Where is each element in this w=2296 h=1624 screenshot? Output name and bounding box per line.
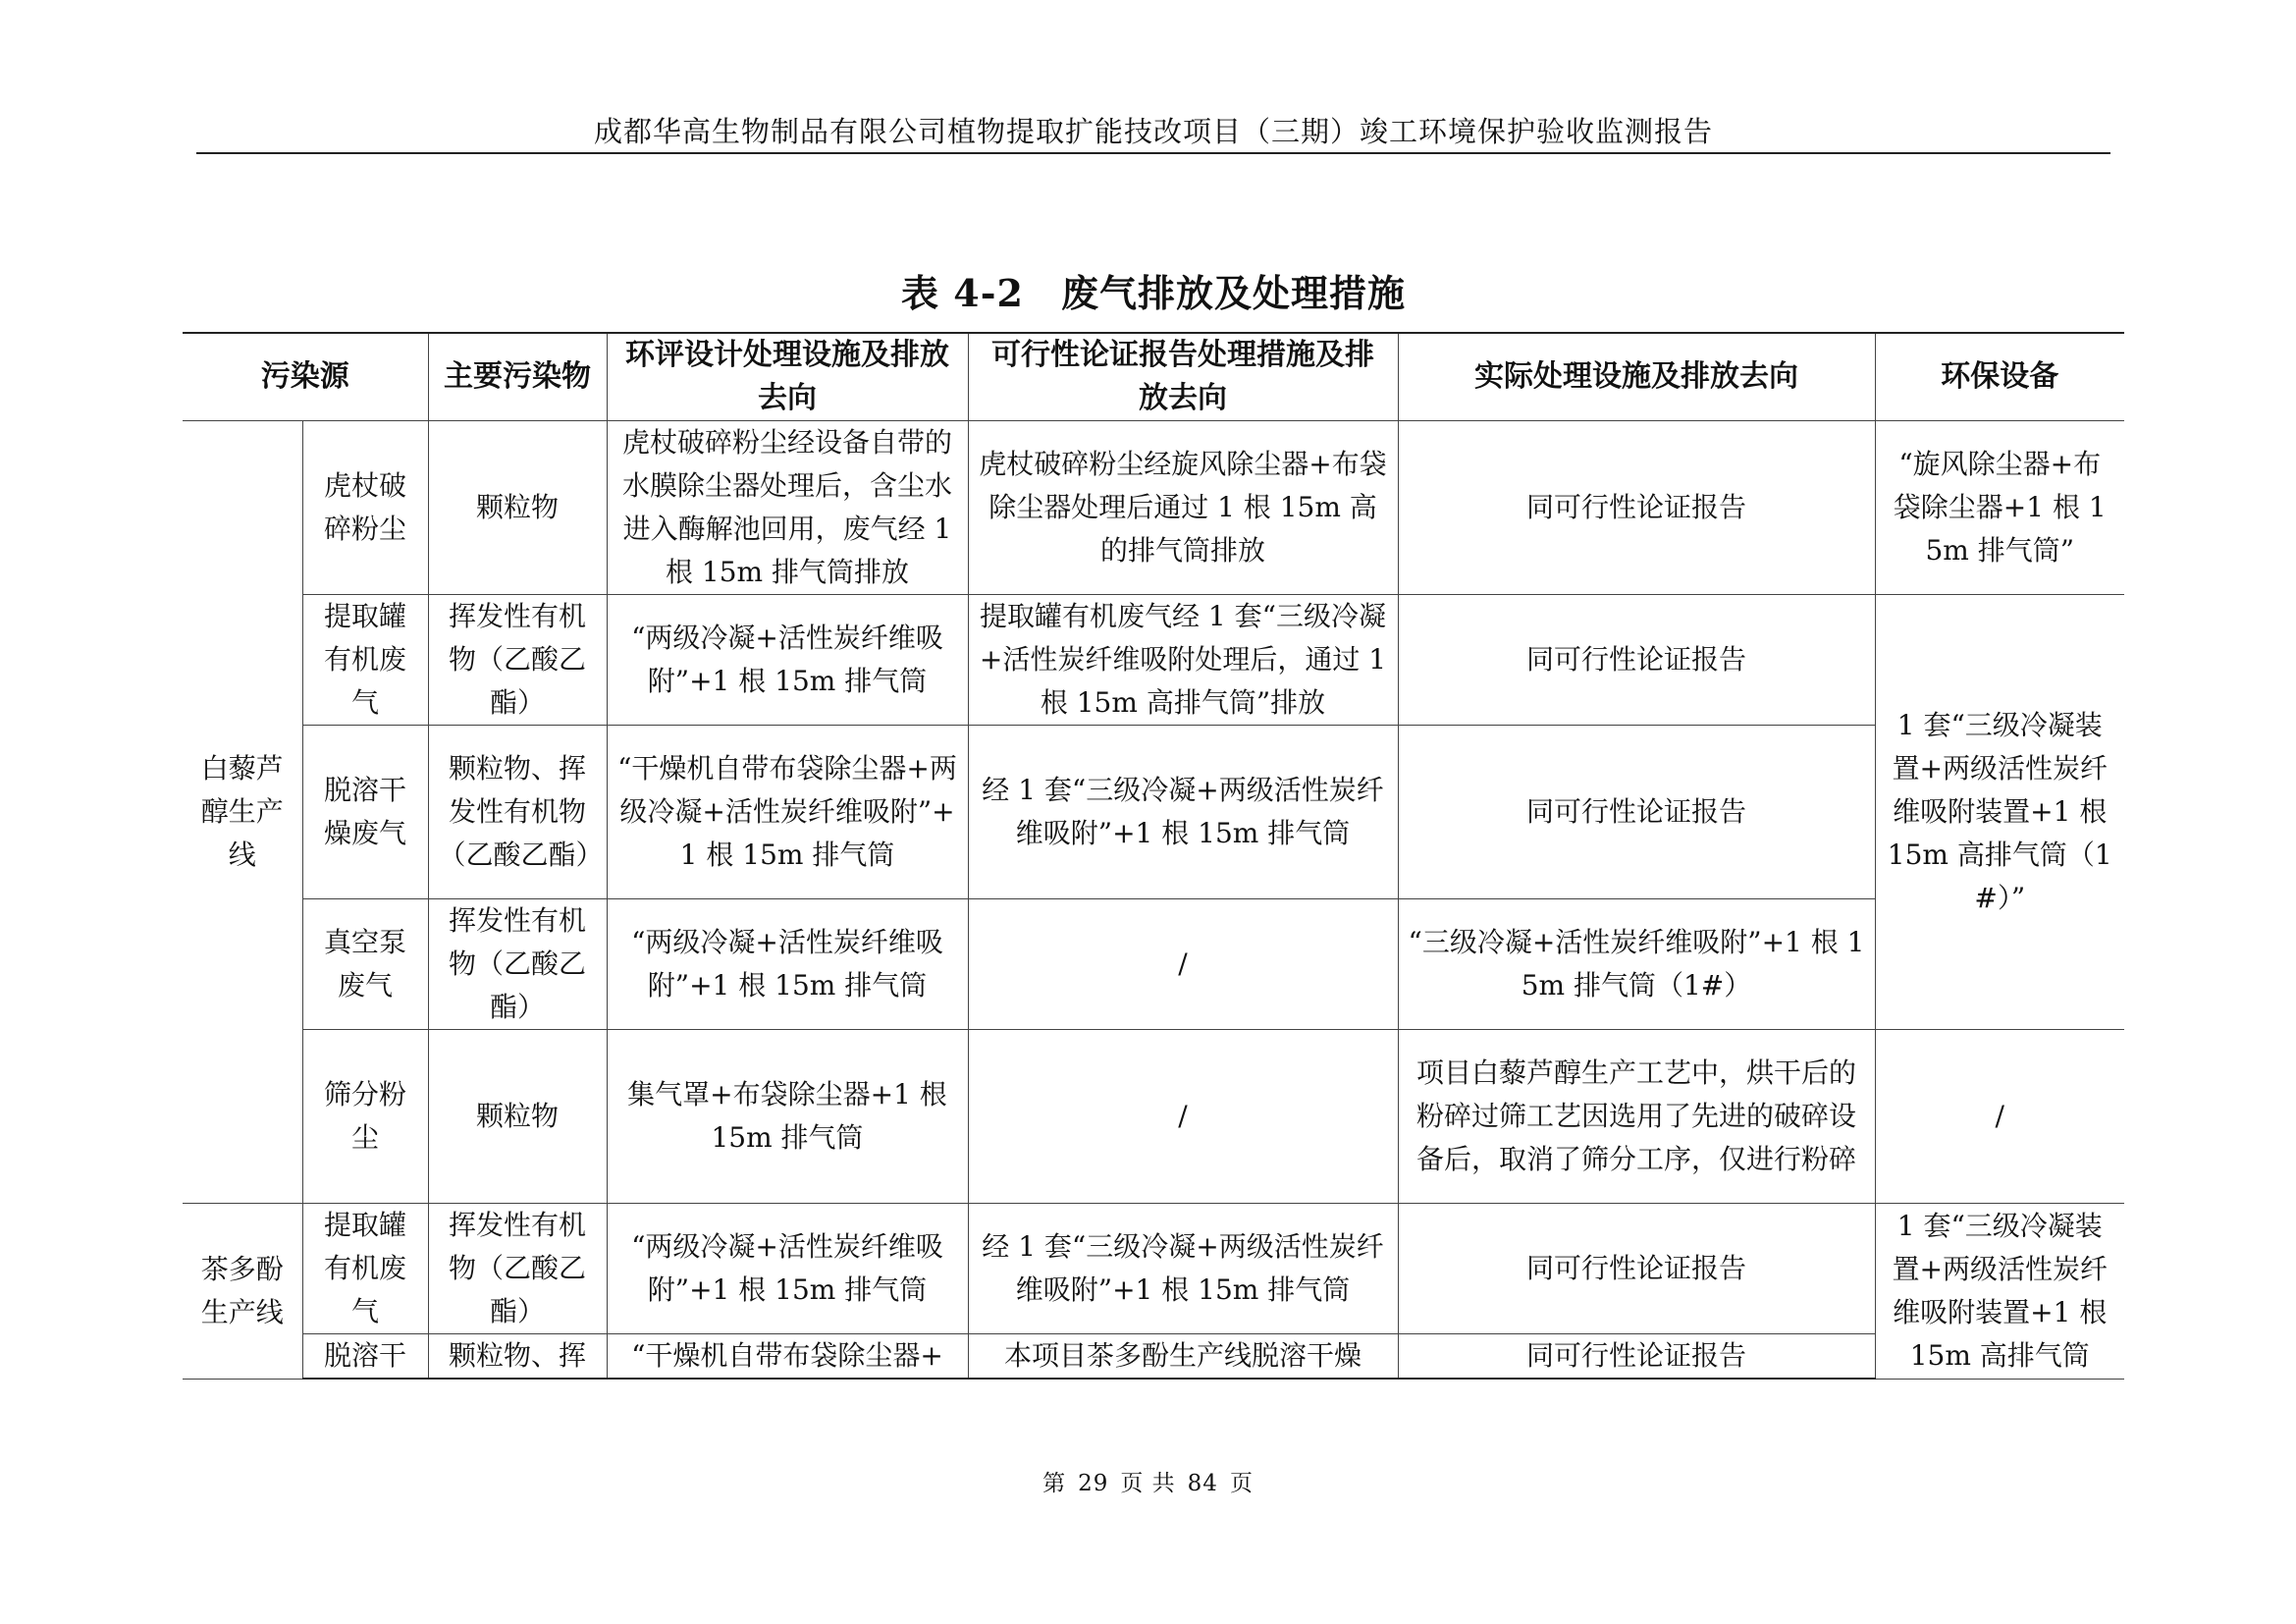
actual-cell: 同可行性论证报告 — [1398, 595, 1875, 726]
page-label-post: 页 — [1229, 1471, 1254, 1496]
source-cell: 真空泵废气 — [302, 899, 428, 1030]
feasibility-cell: 提取罐有机废气经 1 套“三级冷凝+活性炭纤维吸附处理后，通过 1 根 15m 高排气筒”排放 — [968, 595, 1398, 726]
header-source: 污染源 — [183, 333, 428, 421]
total-pages: 84 — [1187, 1471, 1218, 1496]
eia-cell: “两级冷凝+活性炭纤维吸附”+1 根 15m 排气筒 — [607, 595, 968, 726]
feasibility-cell: 本项目茶多酚生产线脱溶干燥 — [968, 1334, 1398, 1380]
feasibility-cell: 虎杖破碎粉尘经旋风除尘器+布袋除尘器处理后通过 1 根 15m 高的排气筒排放 — [968, 421, 1398, 595]
table-row — [183, 726, 2124, 899]
table-row — [183, 1204, 2124, 1334]
header-eia-design: 环评设计处理设施及排放去向 — [607, 333, 968, 421]
feasibility-cell: 经 1 套“三级冷凝+两级活性炭纤维吸附”+1 根 15m 排气筒 — [968, 1204, 1398, 1334]
pollutant-cell: 颗粒物、挥 — [428, 1334, 607, 1380]
equipment-cell: 1 套“三级冷凝装置+两级活性炭纤维吸附装置+1 根 15m 高排气筒（1#）” — [1875, 595, 2124, 1030]
eia-cell: “两级冷凝+活性炭纤维吸附”+1 根 15m 排气筒 — [607, 1204, 968, 1334]
running-header: 成都华高生物制品有限公司植物提取扩能技改项目（三期）竣工环境保护验收监测报告 — [593, 115, 1713, 148]
pollutant-cell: 颗粒物、挥发性有机物（乙酸乙酯） — [428, 726, 607, 899]
header-feasibility: 可行性论证报告处理措施及排放去向 — [968, 333, 1398, 421]
table-caption: 废气排放及处理措施 — [1060, 271, 1406, 315]
eia-cell: “干燥机自带布袋除尘器+ — [607, 1334, 968, 1380]
feasibility-cell: / — [968, 899, 1398, 1030]
table-row — [183, 1030, 2124, 1204]
table-row — [183, 595, 2124, 726]
page-footer — [0, 1465, 2296, 1497]
equipment-cell: “旋风除尘器+布袋除尘器+1 根 15m 排气筒” — [1875, 421, 2124, 595]
eia-cell: 集气罩+布袋除尘器+1 根 15m 排气筒 — [607, 1030, 968, 1204]
actual-cell: 项目白藜芦醇生产工艺中，烘干后的粉碎过筛工艺因选用了先进的破碎设备后，取消了筛分工序，仅进行粉碎 — [1398, 1030, 1875, 1204]
source-cell: 虎杖破碎粉尘 — [302, 421, 428, 595]
pollutant-cell: 挥发性有机物（乙酸乙酯） — [428, 899, 607, 1030]
page-label-pre: 第 — [1042, 1471, 1067, 1496]
source-cell: 筛分粉尘 — [302, 1030, 428, 1204]
header-actual: 实际处理设施及排放去向 — [1398, 333, 1875, 421]
equipment-cell: / — [1875, 1030, 2124, 1204]
feasibility-cell: / — [968, 1030, 1398, 1204]
pollutant-cell: 挥发性有机物（乙酸乙酯） — [428, 1204, 607, 1334]
actual-cell: 同可行性论证报告 — [1398, 1204, 1875, 1334]
source-cell: 提取罐有机废气 — [302, 1204, 428, 1334]
header-equipment: 环保设备 — [1875, 333, 2124, 421]
source-cell: 提取罐有机废气 — [302, 595, 428, 726]
table-title — [183, 263, 2124, 317]
eia-cell: “两级冷凝+活性炭纤维吸附”+1 根 15m 排气筒 — [607, 899, 968, 1030]
eia-cell: 虎杖破碎粉尘经设备自带的水膜除尘器处理后，含尘水进入酶解池回用，废气经 1 根 15m 排气筒排放 — [607, 421, 968, 595]
feasibility-cell: 经 1 套“三级冷凝+两级活性炭纤维吸附”+1 根 15m 排气筒 — [968, 726, 1398, 899]
page-number: 29 — [1078, 1471, 1109, 1496]
table-number: 表 4-2 — [901, 271, 1024, 315]
actual-cell: 同可行性论证报告 — [1398, 1334, 1875, 1380]
page-label-mid: 页 共 — [1120, 1471, 1176, 1496]
pollutant-cell: 颗粒物 — [428, 1030, 607, 1204]
header-pollutant: 主要污染物 — [428, 333, 607, 421]
table-row — [183, 899, 2124, 1030]
source-cell: 脱溶干 — [302, 1334, 428, 1380]
emission-table — [183, 332, 2124, 1380]
eia-cell: “干燥机自带布袋除尘器+两级冷凝+活性炭纤维吸附”+1 根 15m 排气筒 — [607, 726, 968, 899]
header-rule — [196, 152, 2110, 154]
table-header-row — [183, 333, 2124, 421]
group-tea: 茶多酚生产线 — [183, 1204, 302, 1380]
source-cell: 脱溶干燥废气 — [302, 726, 428, 899]
group-bailu: 白藜芦醇生产线 — [183, 421, 302, 1204]
table-row — [183, 421, 2124, 595]
actual-cell: 同可行性论证报告 — [1398, 421, 1875, 595]
pollutant-cell: 颗粒物 — [428, 421, 607, 595]
actual-cell: “三级冷凝+活性炭纤维吸附”+1 根 15m 排气筒（1#） — [1398, 899, 1875, 1030]
pollutant-cell: 挥发性有机物（乙酸乙酯） — [428, 595, 607, 726]
equipment-cell: 1 套“三级冷凝装置+两级活性炭纤维吸附装置+1 根 15m 高排气筒 — [1875, 1204, 2124, 1380]
table-row — [183, 1334, 2124, 1380]
actual-cell: 同可行性论证报告 — [1398, 726, 1875, 899]
